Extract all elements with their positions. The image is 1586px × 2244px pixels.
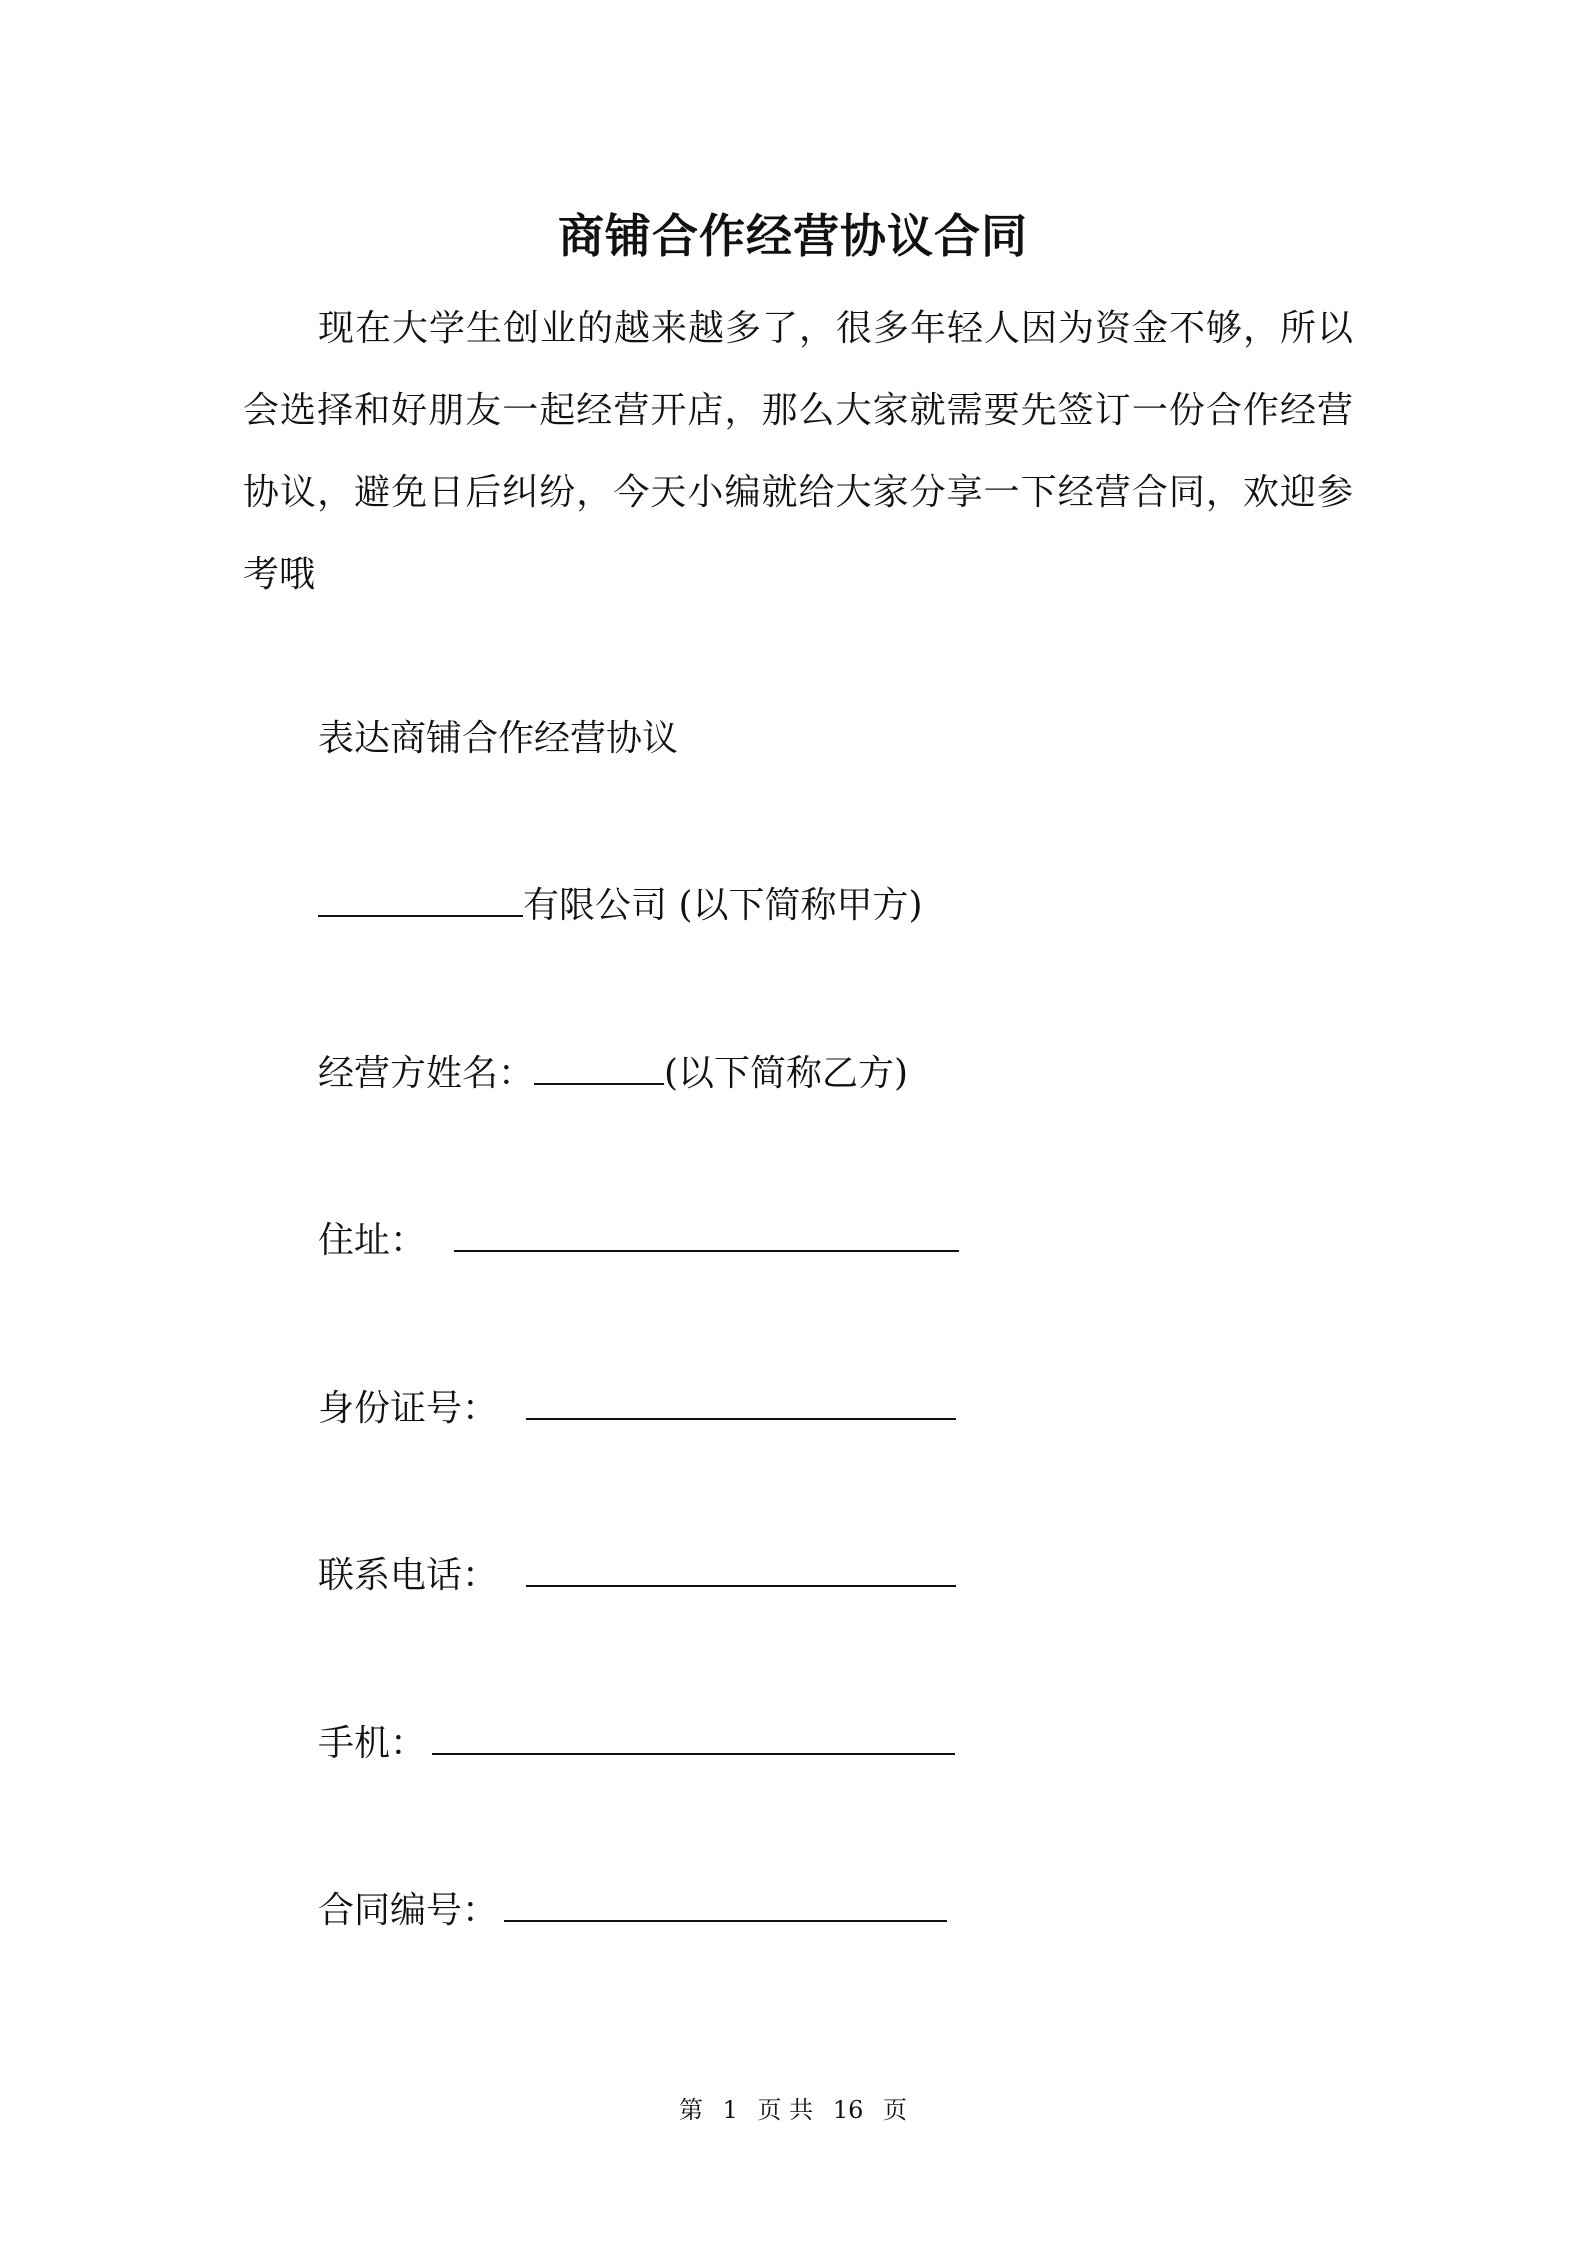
document-title: 商铺合作经营协议合同: [558, 209, 1028, 263]
address-blank[interactable]: [454, 1249, 959, 1252]
contract-no-line: [318, 1882, 947, 1933]
intro-paragraph: 现在大学生创业的越来越多了，很多年轻人因为资金不够，所以会选择和好朋友一起经营开店，那么大家就需要先签订一份合作经营协议，避免日后纠纷，今天小编就给大家分享一下经营合同，欢迎参考哦: [243, 308, 1353, 595]
footer-prefix: 第: [678, 2096, 703, 2124]
party-b-line: [318, 1045, 908, 1096]
footer-suffix: 页: [883, 2096, 908, 2124]
id-blank[interactable]: [526, 1417, 956, 1420]
footer-total-pages: 16: [832, 2096, 864, 2124]
address-label: 住址：: [318, 1220, 427, 1261]
contract-no-blank[interactable]: [504, 1919, 947, 1922]
phone-blank[interactable]: [526, 1584, 956, 1587]
page-footer: [0, 2090, 1586, 2125]
phone-label: 联系电话：: [318, 1555, 499, 1596]
phone-line: [318, 1547, 956, 1598]
party-a-line: [318, 877, 923, 928]
subtitle-text: 表达商铺合作经营协议: [318, 718, 679, 759]
id-label: 身份证号：: [318, 1388, 499, 1429]
party-a-blank[interactable]: [318, 914, 523, 917]
party-b-label: 经营方姓名：: [318, 1053, 535, 1094]
address-line: [318, 1212, 959, 1263]
mobile-blank[interactable]: [432, 1752, 955, 1755]
party-b-suffix: (以下简称乙方): [664, 1053, 909, 1094]
footer-middle: 页 共: [757, 2096, 814, 2124]
subtitle: [318, 710, 678, 761]
id-line: [318, 1380, 956, 1431]
party-a-suffix: 有限公司 (以下简称甲方): [523, 885, 923, 926]
mobile-line: [318, 1715, 955, 1766]
footer-page-number: 1: [722, 2096, 738, 2124]
party-b-blank[interactable]: [534, 1082, 664, 1085]
mobile-label: 手机：: [318, 1723, 427, 1764]
contract-no-label: 合同编号：: [318, 1890, 499, 1931]
